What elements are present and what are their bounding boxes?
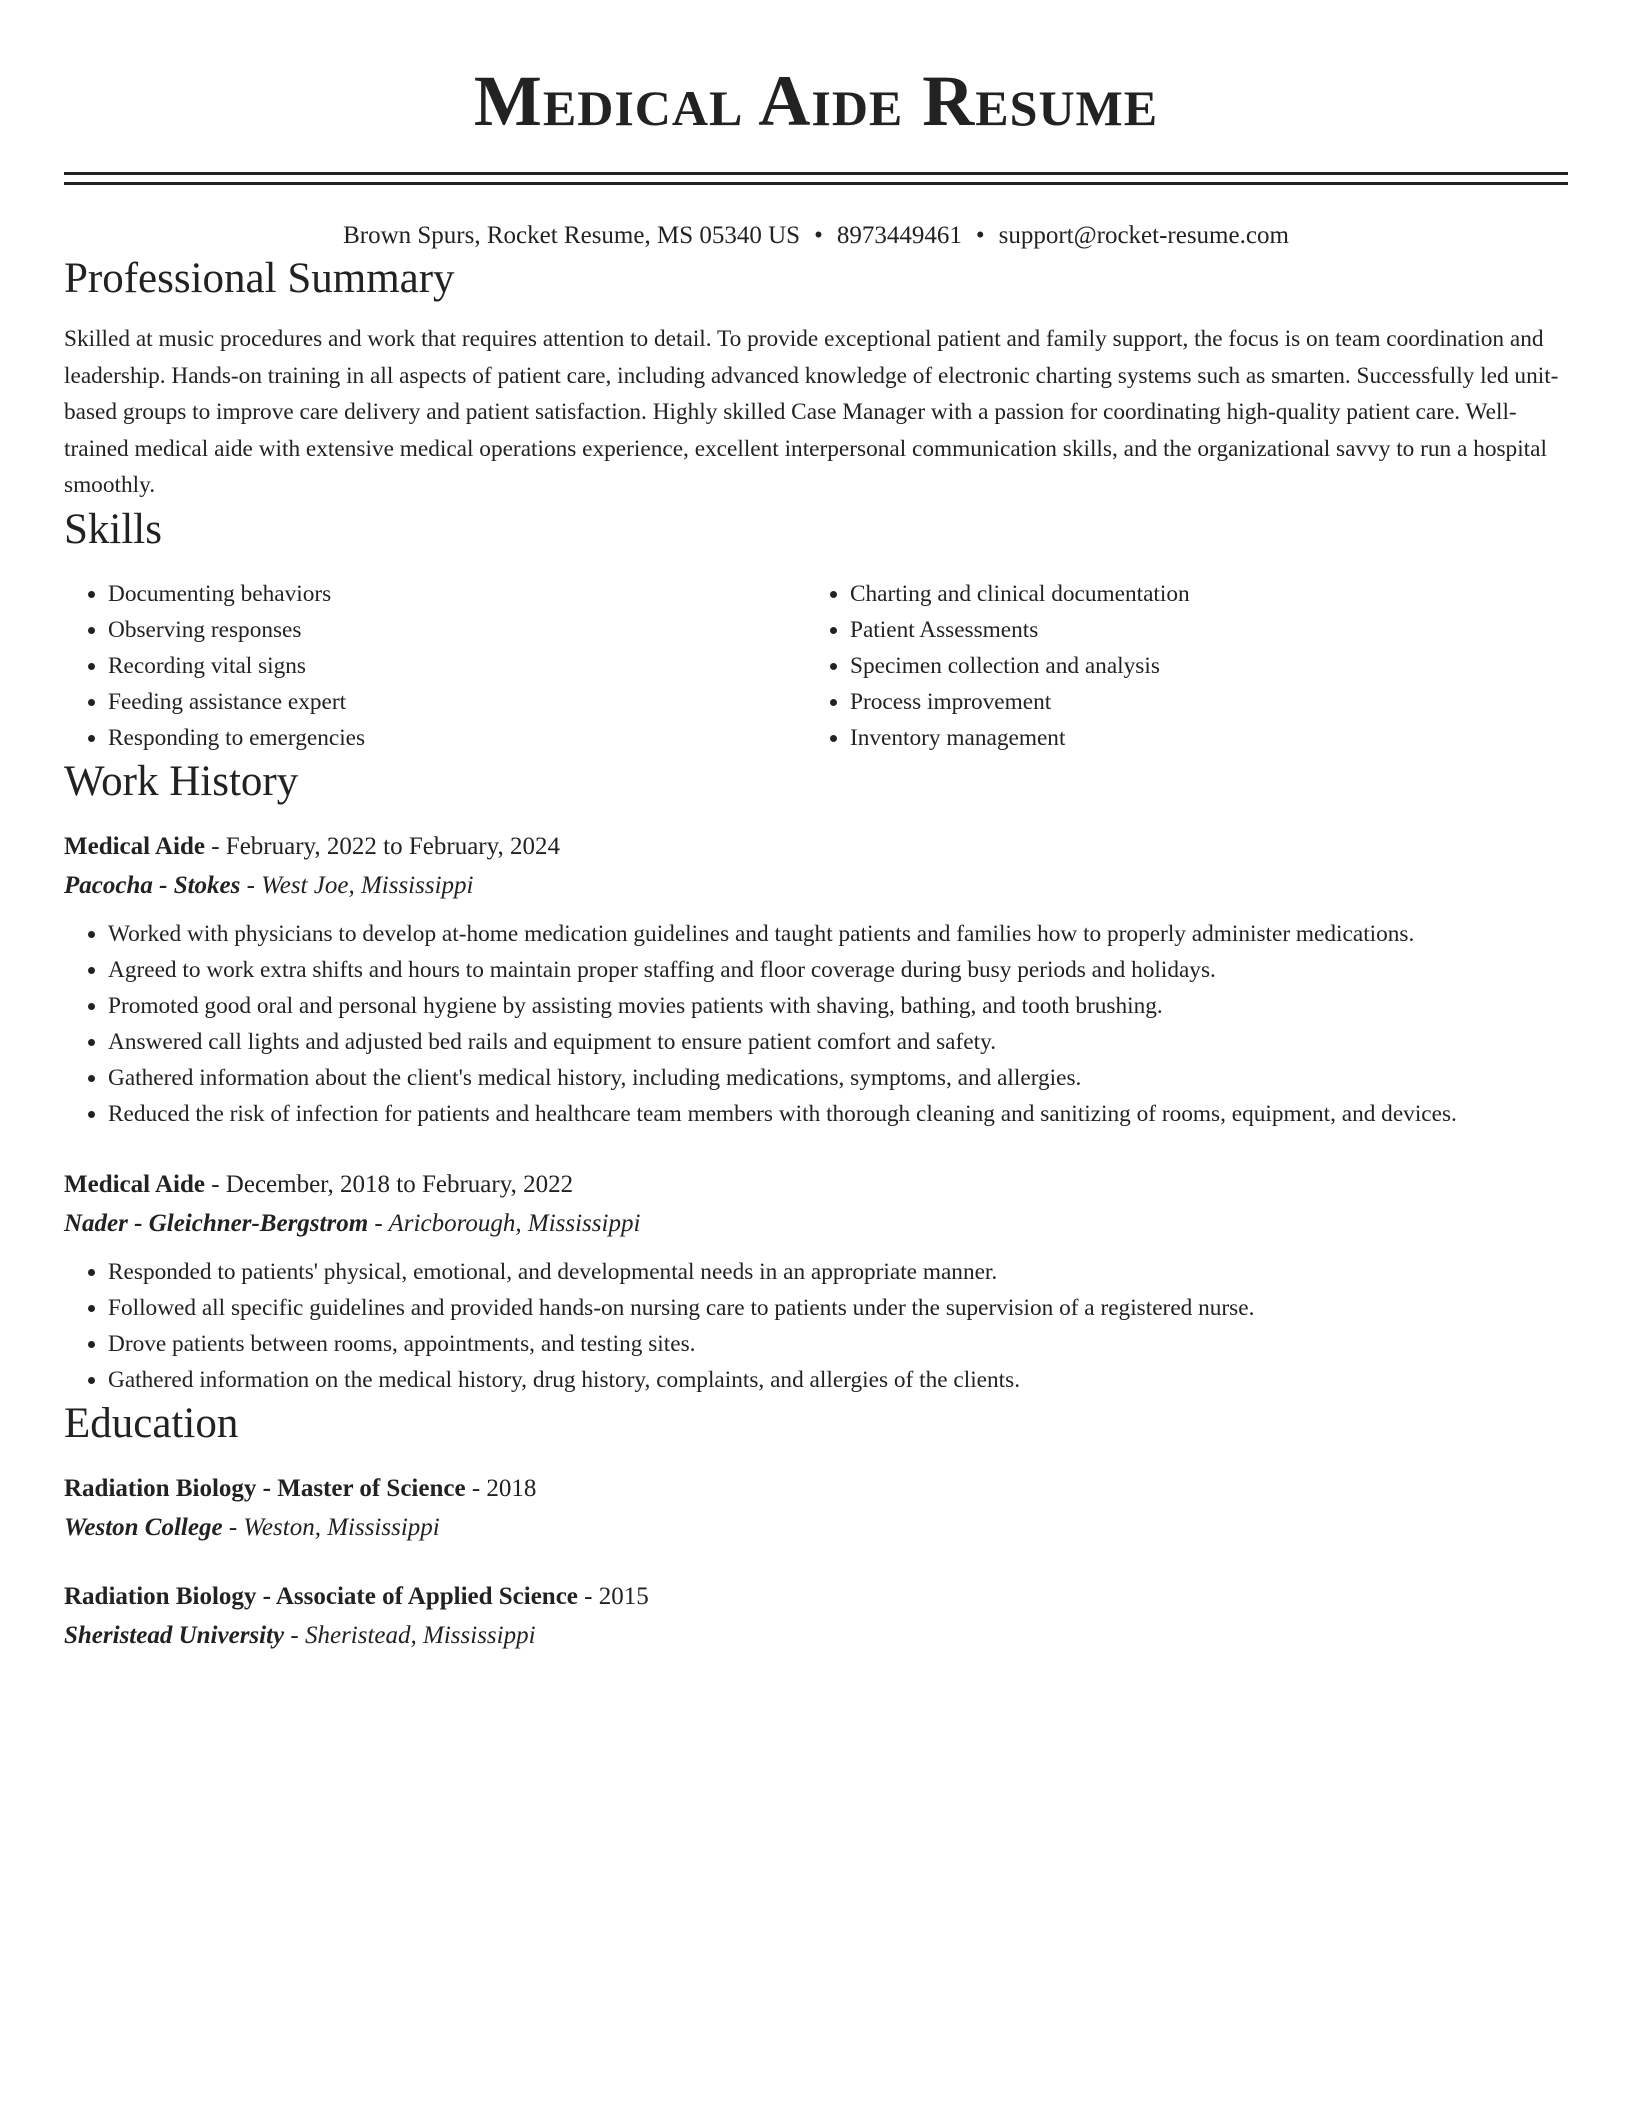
job-bullets — [64, 1254, 1568, 1398]
skills-list-right — [806, 576, 1548, 756]
resume-title: Medical Aide Resume — [473, 61, 1159, 141]
skill-item: • Process improvement — [850, 684, 1548, 720]
job-bullet: • Promoted good oral and personal hygiene by assisting movies patients with shaving, bathing, and tooth brushing. — [108, 988, 1568, 1024]
education-school: Sheristead University — [64, 1621, 285, 1649]
skill-item: • Documenting behaviors — [108, 576, 806, 612]
skill-item: • Recording vital signs — [108, 648, 806, 684]
job-bullet: • Followed all specific guidelines and provided hands-on nursing care to patients under the supervision of a registered nurse. — [108, 1290, 1568, 1326]
job-dates: - February, 2022 to February, 2024 — [204, 832, 560, 860]
job-dates: - December, 2018 to February, 2022 — [204, 1170, 574, 1198]
education-school-line — [64, 1616, 1568, 1656]
job-bullet: • Gathered information on the medical history, drug history, complaints, and allergies of the clients. — [108, 1362, 1568, 1398]
job-bullet: • Gathered information about the client's medical history, including medications, symptoms, and allergies. — [108, 1060, 1568, 1096]
education-heading: Education — [64, 1399, 239, 1447]
contact-separator: • — [814, 222, 823, 249]
summary-heading: Professional Summary — [64, 255, 455, 302]
job-bullet: • Drove patients between rooms, appointments, and testing sites. — [108, 1326, 1568, 1362]
education-entry — [64, 1578, 1568, 1656]
job-location: - Aricborough, Mississippi — [368, 1209, 641, 1237]
education-degree: Radiation Biology - Master of Science — [64, 1474, 466, 1502]
job-bullet: • Reduced the risk of infection for patients and healthcare team members with thorough cleaning and sanitizing of rooms, equipment, and devices. — [108, 1096, 1568, 1132]
job-title-line — [64, 828, 1568, 866]
title-divider-top — [64, 172, 1568, 175]
job-company-line — [64, 866, 1568, 906]
education-location: - Sheristead, Mississippi — [284, 1621, 536, 1649]
education-school: Weston College — [64, 1513, 223, 1541]
skill-item: • Specimen collection and analysis — [850, 648, 1548, 684]
job-title: Medical Aide — [64, 832, 205, 860]
skills-list-left — [64, 576, 806, 756]
skills-columns — [64, 576, 1568, 756]
skill-item: • Feeding assistance expert — [108, 684, 806, 720]
education-degree-line — [64, 1470, 1568, 1508]
job-entry — [64, 1166, 1568, 1398]
job-title-line — [64, 1166, 1568, 1204]
contact-address: Brown Spurs, Rocket Resume, MS 05340 US — [343, 222, 801, 249]
job-entry — [64, 828, 1568, 1132]
job-title: Medical Aide — [64, 1170, 205, 1198]
education-degree-line — [64, 1578, 1568, 1616]
summary-text: Skilled at music procedures and work that requires attention to detail. To provide exceptional patient and family support, the focus is on team coordination and leadership. Hands-on training in all aspects of patient care, including advanced knowledge of electronic charting systems such as smarten. Successfully led unit-based groups to improve care delivery and patient satisfaction. Highly skilled Case Manager with a passion for coordinating high-quality patient care. Well-trained medical aide with extensive medical operations experience, excellent interpersonal communication skills, and the organizational savvy to run a hospital smoothly. — [64, 326, 1559, 498]
skill-item: • Observing responses — [108, 612, 806, 648]
work-history-heading: Work History — [64, 757, 299, 805]
skill-item: • Patient Assessments — [850, 612, 1548, 648]
job-bullets — [64, 916, 1568, 1132]
contact-separator: • — [975, 222, 985, 249]
education-location: - Weston, Mississippi — [222, 1513, 440, 1541]
job-company-line — [64, 1204, 1568, 1244]
job-company: Pacocha - Stokes — [64, 871, 241, 899]
education-entry — [64, 1470, 1568, 1548]
education-year: - 2018 — [465, 1474, 537, 1502]
contact-line — [64, 219, 1568, 253]
job-bullet: • Answered call lights and adjusted bed rails and equipment to ensure patient comfort and safety. — [108, 1024, 1568, 1060]
job-location: - West Joe, Mississippi — [240, 871, 474, 899]
job-bullet: • Worked with physicians to develop at-home medication guidelines and taught patients and families how to properly administer medications. — [108, 916, 1568, 952]
skill-item: • Charting and clinical documentation — [850, 576, 1548, 612]
education-year: - 2015 — [577, 1582, 649, 1610]
skill-item: • Responding to emergencies — [108, 720, 806, 756]
job-company: Nader - Gleichner-Bergstrom — [64, 1209, 369, 1237]
title-divider-bottom — [64, 182, 1568, 185]
job-bullet: • Responded to patients' physical, emotional, and developmental needs in an appropriate manner. — [108, 1254, 1568, 1290]
skills-heading: Skills — [64, 505, 162, 553]
contact-phone: 8973449461 — [836, 222, 962, 249]
education-school-line — [64, 1508, 1568, 1548]
education-degree: Radiation Biology - Associate of Applied Science — [64, 1582, 578, 1610]
job-bullet: • Agreed to work extra shifts and hours to maintain proper staffing and floor coverage during busy periods and holidays. — [108, 952, 1568, 988]
contact-email: support@rocket-resume.com — [998, 222, 1289, 249]
skill-item: • Inventory management — [850, 720, 1548, 756]
